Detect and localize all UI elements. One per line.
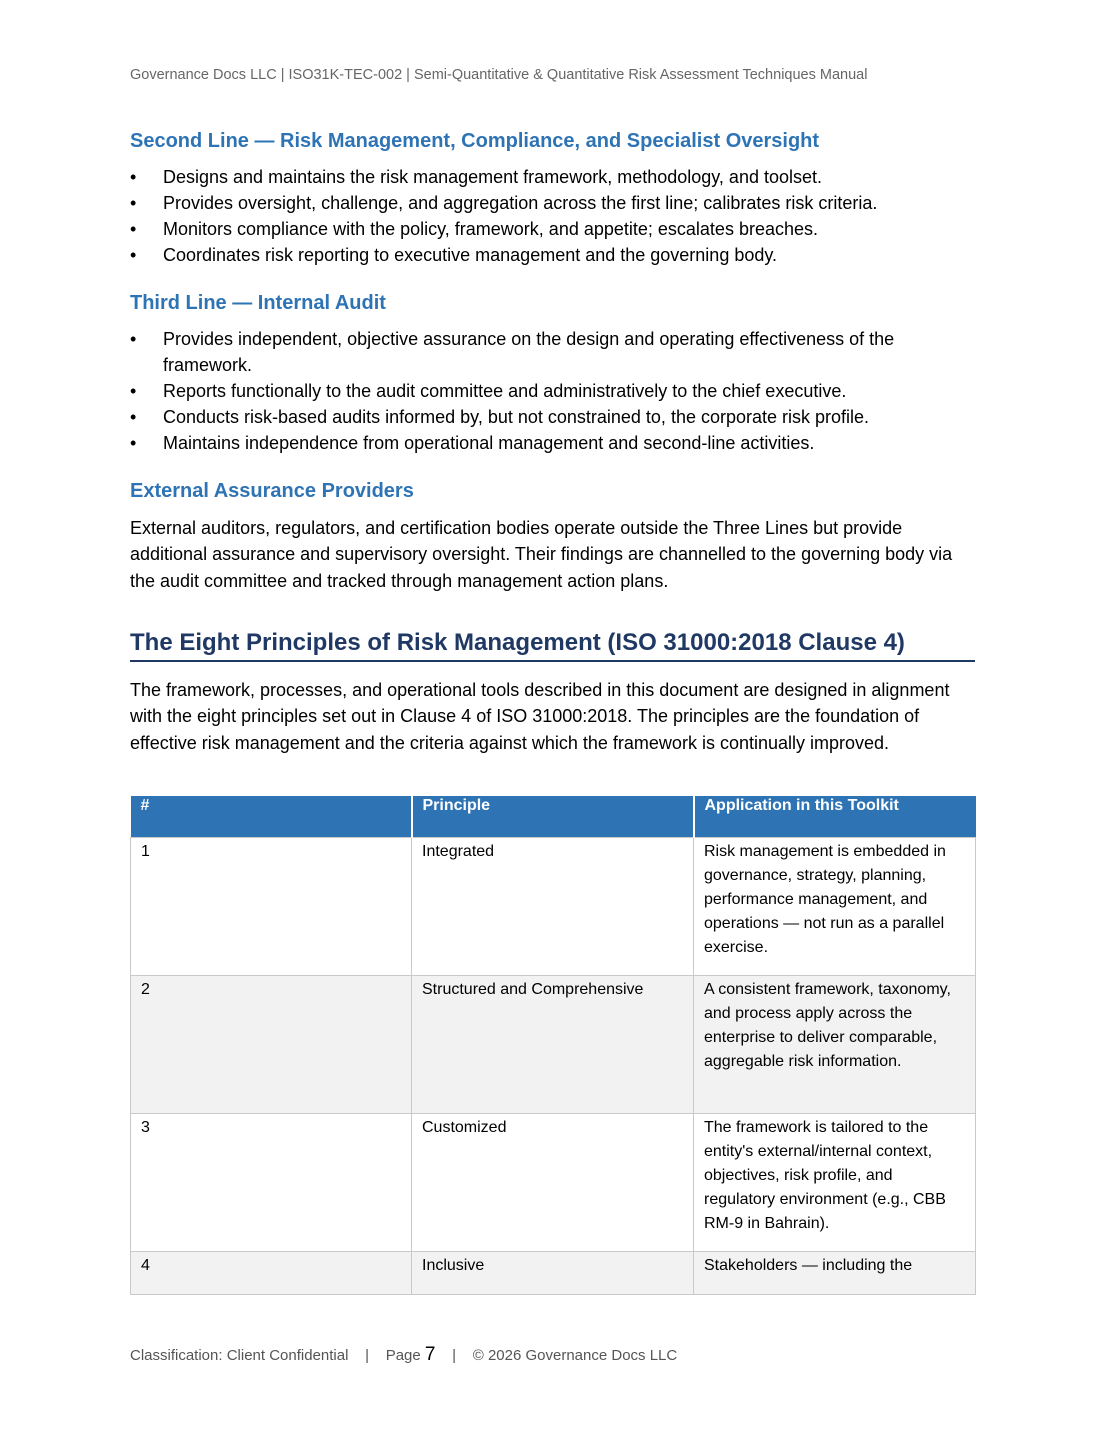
table-cell: Integrated [412,838,694,976]
table-cell: 3 [131,1114,412,1252]
table-row [131,1252,976,1295]
table-cell: 4 [131,1252,412,1295]
third-line-list [130,326,975,456]
list-item: • Coordinates risk reporting to executive management and the governing body. [130,242,975,268]
table-cell: Risk management is embedded in governance, strategy, planning, performance management, and operations — not run as a parallel exercise. [694,838,976,976]
table-cell: Stakeholders — including the [694,1252,976,1295]
footer-page-label: Page [385,1347,421,1364]
table-cell: The framework is tailored to the entity's external/internal context, objectives, risk profile, and regulatory environment (e.g., CBB RM-9 in Bahrain). [694,1114,976,1252]
column-header-application: Application in this Toolkit [694,796,976,838]
table-cell: 1 [131,838,412,976]
list-item: • Provides oversight, challenge, and aggregation across the first line; calibrates risk criteria. [130,190,975,216]
table-cell: Structured and Comprehensive [412,976,694,1114]
table-row [131,1114,976,1252]
table-row [131,838,976,976]
page-header: Governance Docs LLC | ISO31K-TEC-002 | Semi-Quantitative & Quantitative Risk Assessment Techniques Manual [130,67,868,83]
footer-separator: | [452,1347,457,1364]
external-assurance-paragraph: External auditors, regulators, and certification bodies operate outside the Three Lines but provide additional assurance and supervisory oversight. Their findings are channelled to the governing body via the audit committee and tracked through management action plans. [130,518,953,591]
list-item: • Provides independent, objective assurance on the design and operating effectiveness of the framework. [130,326,975,378]
table-cell: Customized [412,1114,694,1252]
footer-page-number: 7 [424,1344,436,1365]
second-line-list [130,164,975,268]
column-header-principle: Principle [412,796,694,838]
table-cell: A consistent framework, taxonomy, and process apply across the enterprise to deliver comparable, aggregable risk information. [694,976,976,1114]
column-header-number: # [131,796,412,838]
footer-classification: Classification: Client Confidential [130,1347,349,1364]
table-cell: Inclusive [412,1252,694,1295]
external-assurance-heading: External Assurance Providers [130,480,414,502]
second-line-heading: Second Line — Risk Management, Compliance, and Specialist Oversight [130,130,820,152]
page-footer [130,1344,677,1366]
table-cell: 2 [131,976,412,1114]
footer-copyright: © 2026 Governance Docs LLC [472,1347,678,1364]
footer-separator: | [365,1347,370,1364]
list-item: • Conducts risk-based audits informed by, but not constrained to, the corporate risk profile. [130,404,975,430]
principles-intro: The framework, processes, and operational tools described in this document are designed in alignment with the eight principles set out in Clause 4 of ISO 31000:2018. The principles are the foundation of effective risk management and the criteria against which the framework is continually improved. [130,680,950,753]
list-item: • Monitors compliance with the policy, framework, and appetite; escalates breaches. [130,216,975,242]
third-line-heading: Third Line — Internal Audit [130,292,386,314]
list-item: • Maintains independence from operational management and second-line activities. [130,430,975,456]
table-header-row [131,796,976,838]
principles-heading: The Eight Principles of Risk Management (ISO 31000:2018 Clause 4) [130,628,975,662]
list-item: • Reports functionally to the audit committee and administratively to the chief executive. [130,378,975,404]
table-row [131,976,976,1114]
principles-table [130,796,976,1295]
list-item: • Designs and maintains the risk management framework, methodology, and toolset. [130,164,975,190]
